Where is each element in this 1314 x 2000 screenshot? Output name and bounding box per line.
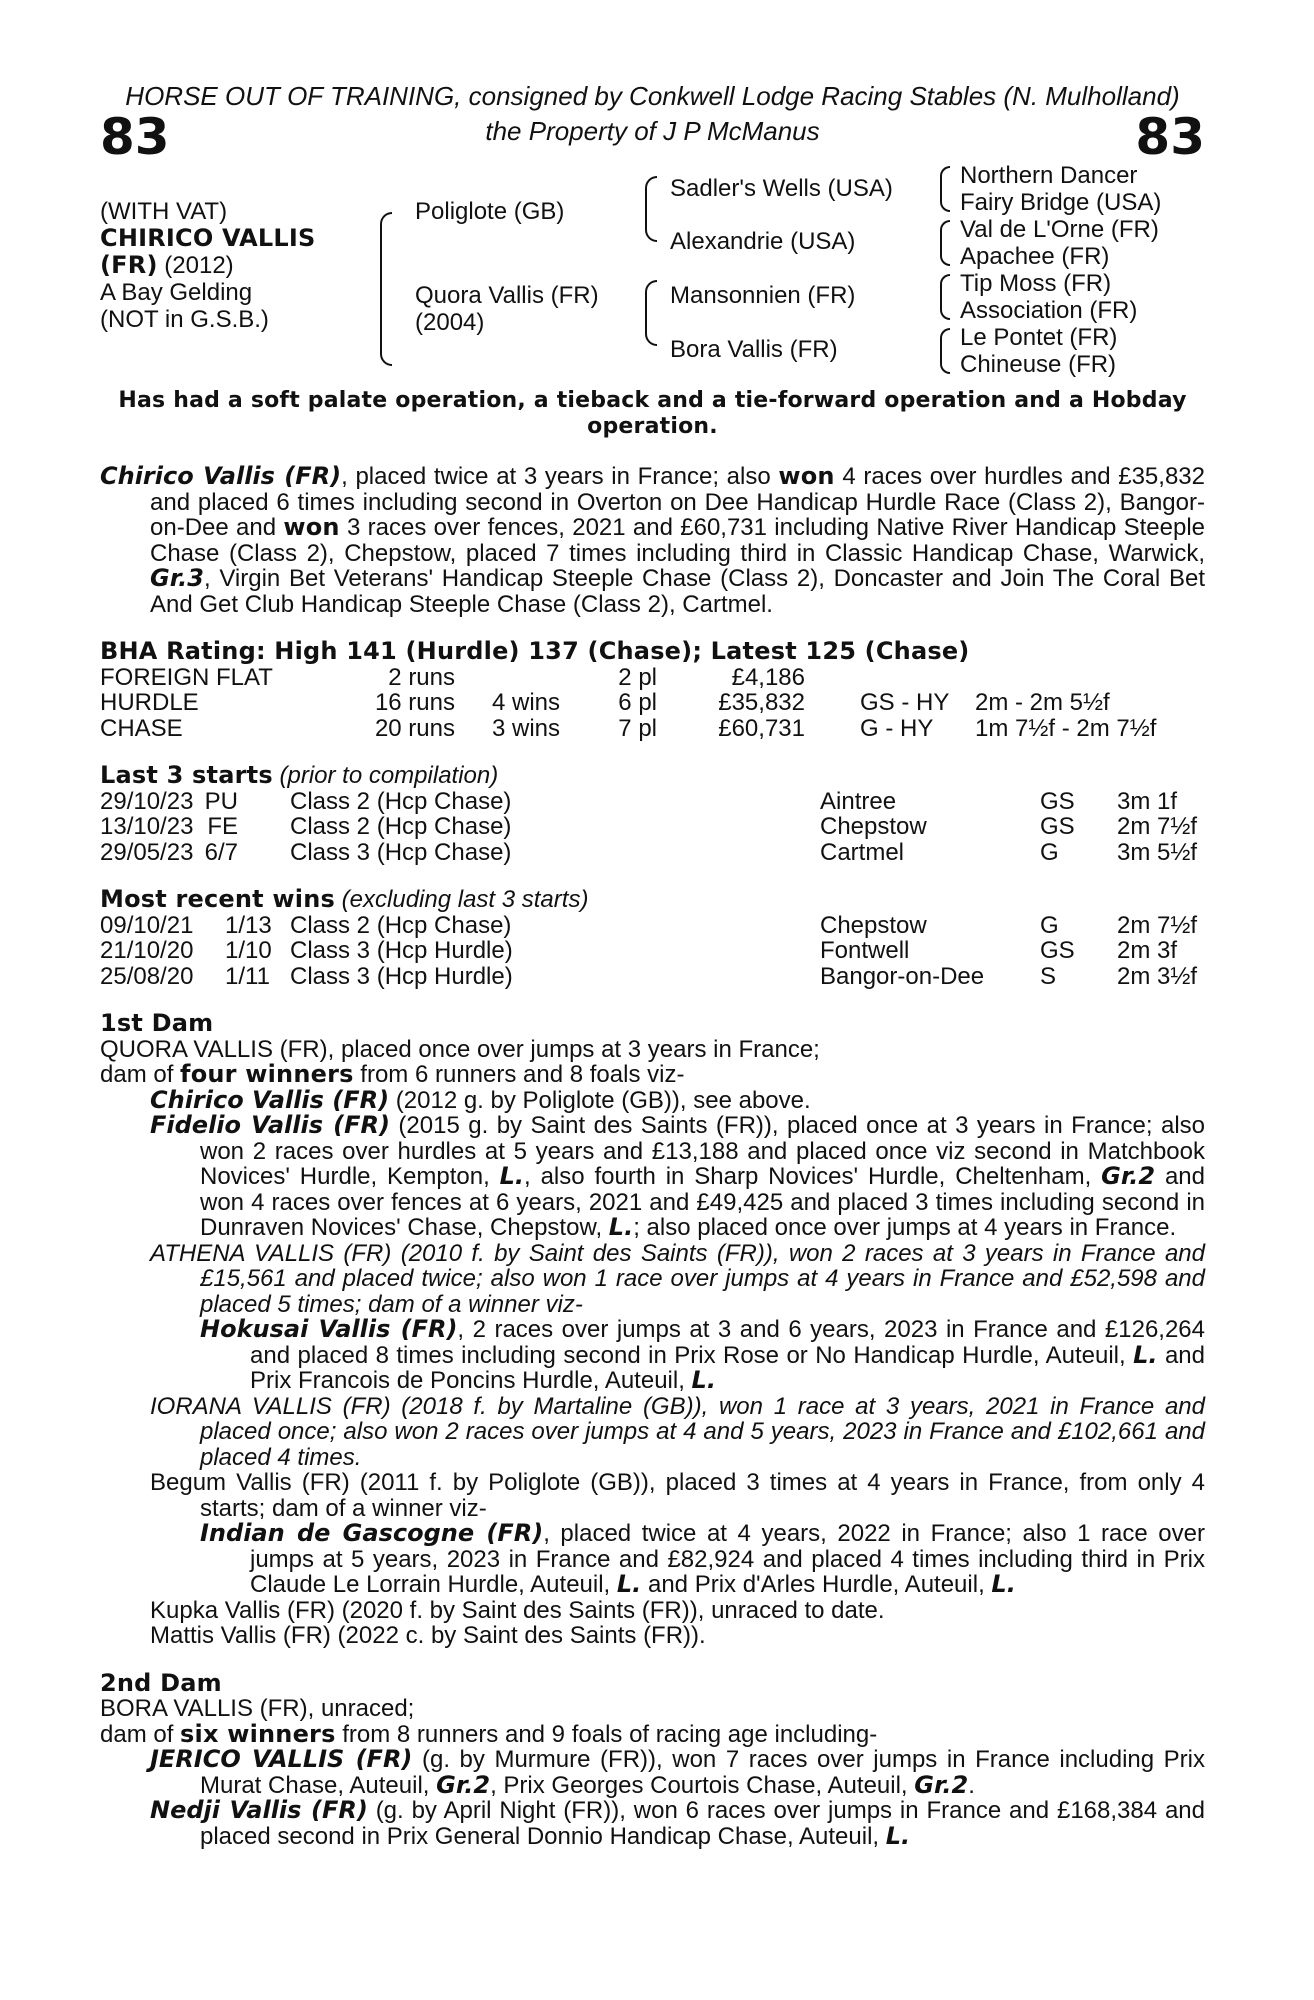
last3-heading: Last 3 starts (prior to compilation) — [100, 761, 499, 789]
pedigree-block — [100, 162, 1205, 384]
pedigree-gen3-3: Val de L'Orne (FR) — [960, 216, 1159, 243]
catalogue-page — [100, 80, 1205, 1849]
second-dam-heading: 2nd Dam — [100, 1668, 222, 1697]
last3-row: 13/10/23 FE Class 2 (Hcp Chase) Chepstow GS 2m 7½f — [100, 813, 1198, 840]
bha-row: CHASE 20 runs 3 wins 7 pl £60,731 G - HY 1m 7½f - 2m 7½f — [100, 714, 1157, 742]
lot-number-left: 83 — [100, 108, 170, 166]
consignor-line: HORSE OUT OF TRAINING, consigned by Conkwell Lodge Racing Stables (N. Mulholland) — [125, 81, 1180, 111]
operations-note: Has had a soft palate operation, a tieback and a tie-forward operation and a Hobday operation. — [118, 388, 1187, 439]
horse-name-suffix: (FR) (2012) — [100, 251, 234, 279]
progeny-begum: Begum Vallis (FR) (2011 f. by Poliglote (GB)), placed 3 times at 4 years in France, from only 4 starts; dam of a winner viz- — [150, 1469, 1205, 1522]
pedigree-gen2-4: Bora Vallis (FR) — [670, 336, 838, 363]
first-dam-summary: dam of four winners from 6 runners and 8 foals viz- — [100, 1060, 685, 1088]
second-dam-summary: dam of six winners from 8 runners and 9 foals of racing age including- — [100, 1719, 878, 1748]
last3-row: 29/10/23 PU Class 2 (Hcp Chase) Aintree GS 3m 1f — [100, 787, 1178, 815]
progeny-chirico: Chirico Vallis (FR) (2012 g. by Poliglote (GB)), see above. — [150, 1085, 811, 1114]
recent-wins-section — [100, 887, 1205, 989]
race-summary: Chirico Vallis (FR), placed twice at 3 years in France; also won 4 races over hurdles and £35,832 and placed 6 times including second in Overton on Dee Handicap Hurdle Race (Class 2), Bangor-on-Dee and won 3 races over fences, 2021 and £60,731 including Native River Handicap Steeple Chase (Class 2), Chepstow, placed 7 times including third in Classic Handicap Chase, Warwick, Gr.3, Virgin Bet Veterans' Handicap Steeple Chase (Class 2), Doncaster and Join The Coral Bet And Get Club Handicap Steeple Chase (Class 2), Cartmel. — [100, 462, 1206, 618]
vat-note: (WITH VAT) — [100, 198, 228, 225]
progeny-mattis: Mattis Vallis (FR) (2022 c. by Saint des Saints (FR)). — [150, 1622, 706, 1649]
horse-description: A Bay Gelding — [100, 279, 253, 306]
progeny-kupka: Kupka Vallis (FR) (2020 f. by Saint des Saints (FR)), unraced to date. — [150, 1596, 885, 1624]
second-dam-section — [100, 1668, 1206, 1850]
second-dam-line: BORA VALLIS (FR), unraced; — [100, 1695, 415, 1722]
pedigree-dam: Quora Vallis (FR) — [415, 282, 599, 309]
lot-number-right: 83 — [1135, 108, 1205, 166]
gsb-note: (NOT in G.S.B.) — [100, 306, 269, 333]
lot-row — [100, 108, 1205, 166]
brace-gen3-3 — [940, 274, 950, 320]
progeny-nedji: Nedji Vallis (FR) (g. by April Night (FR)), won 6 races over jumps in France and £168,384 and placed second in Prix General Donnio Handicap Chase, Auteuil, L. — [150, 1796, 1206, 1850]
progeny-fidelio: Fidelio Vallis (FR) (2015 g. by Saint des Saints (FR)), placed once at 3 years in France; also won 2 races over hurdles at 5 years and £13,188 and placed once viz second in Matchbook Novices' Hurdle, Kempton, L., also fourth in Sharp Novices' Hurdle, Cheltenham, Gr.2 and won 4 races over fences at 6 years, 2021 and £49,425 and placed 3 times including second in Dunraven Novices' Chase, Chepstow, L.; also placed once over jumps at 4 years in France. — [150, 1111, 1205, 1241]
wins-row: 21/10/20 1/10 Class 3 (Hcp Hurdle) Fontwell GS 2m 3f — [100, 937, 1178, 964]
brace-sire-dam — [380, 212, 392, 366]
brace-gen2-top — [645, 176, 657, 242]
last3-section — [100, 763, 1205, 865]
wins-row: 09/10/21 1/13 Class 2 (Hcp Chase) Chepstow G 2m 7½f — [100, 911, 1198, 939]
pedigree-gen2-1: Sadler's Wells (USA) — [670, 175, 893, 202]
last3-row: 29/05/23 6/7 Class 3 (Hcp Chase) Cartmel G 3m 5½f — [100, 838, 1198, 866]
brace-gen3-2 — [940, 220, 950, 266]
pedigree-gen2-3: Mansonnien (FR) — [670, 282, 856, 309]
recent-wins-heading: Most recent wins (excluding last 3 starts) — [100, 885, 589, 913]
pedigree-gen3-8: Chineuse (FR) — [960, 351, 1117, 378]
pedigree-gen3-4: Apachee (FR) — [960, 243, 1110, 270]
pedigree-gen3-6: Association (FR) — [960, 297, 1138, 324]
progeny-athena: ATHENA VALLIS (FR) (2010 f. by Saint des Saints (FR)), won 2 races at 3 years in France and £15,561 and placed twice; also won 1 race over jumps at 4 years in France and £52,598 and placed 5 times; dam of a winner viz- — [150, 1239, 1205, 1318]
pedigree-gen3-7: Le Pontet (FR) — [960, 324, 1118, 351]
bha-row: FOREIGN FLAT 2 runs 2 pl £4,186 — [100, 663, 805, 691]
progeny-jerico: JERICO VALLIS (FR) (g. by Murmure (FR)), won 7 races over jumps in France including Prix Murat Chase, Auteuil, Gr.2, Prix Georges Courtois Chase, Auteuil, Gr.2. — [150, 1745, 1206, 1799]
pedigree-gen2-2: Alexandrie (USA) — [670, 228, 856, 255]
pedigree-sire: Poliglote (GB) — [415, 198, 565, 225]
brace-gen3-1 — [940, 166, 950, 212]
progeny-hokusai: Hokusai Vallis (FR), 2 races over jumps at 3 and 6 years, 2023 in France and £126,264 and placed 8 times including second in Prix Rose or No Handicap Hurdle, Auteuil, L. and Prix Francois de Poncins Hurdle, Auteuil, L. — [200, 1315, 1206, 1394]
pedigree-gen3-1: Northern Dancer — [960, 162, 1138, 189]
property-line: the Property of J P McManus — [485, 116, 820, 146]
brace-gen3-4 — [940, 328, 950, 374]
pedigree-gen3-2: Fairy Bridge (USA) — [960, 189, 1162, 216]
first-dam-heading: 1st Dam — [100, 1009, 214, 1037]
pedigree-dam-year: (2004) — [415, 309, 485, 336]
bha-heading: BHA Rating: High 141 (Hurdle) 137 (Chase); Latest 125 (Chase) — [100, 637, 970, 665]
progeny-indian: Indian de Gascogne (FR), placed twice at 4 years, 2022 in France; also 1 race over jumps at 5 years, 2023 in France and £82,924 and placed 4 times including third in Prix Claude Le Lorrain Hurdle, Auteuil, L. and Prix d'Arles Hurdle, Auteuil, L. — [200, 1519, 1205, 1598]
horse-name: CHIRICO VALLIS — [100, 224, 316, 252]
bha-row: HURDLE 16 runs 4 wins 6 pl £35,832 GS - HY 2m - 2m 5½f — [100, 689, 1110, 716]
first-dam-section — [100, 1011, 1205, 1649]
pedigree-gen3-5: Tip Moss (FR) — [960, 270, 1112, 297]
first-dam-line: QUORA VALLIS (FR), placed once over jumps at 3 years in France; — [100, 1035, 820, 1063]
bha-section — [100, 639, 1205, 741]
brace-gen2-bottom — [645, 280, 657, 346]
progeny-iorana: IORANA VALLIS (FR) (2018 f. by Martaline (GB)), won 1 race at 3 years, 2021 in France and placed once; also won 2 races over jumps at 4 and 5 years, 2023 in France and £102,661 and placed 4 times. — [150, 1392, 1205, 1471]
wins-row: 25/08/20 1/11 Class 3 (Hcp Hurdle) Bangor-on-Dee S 2m 3½f — [100, 962, 1198, 990]
